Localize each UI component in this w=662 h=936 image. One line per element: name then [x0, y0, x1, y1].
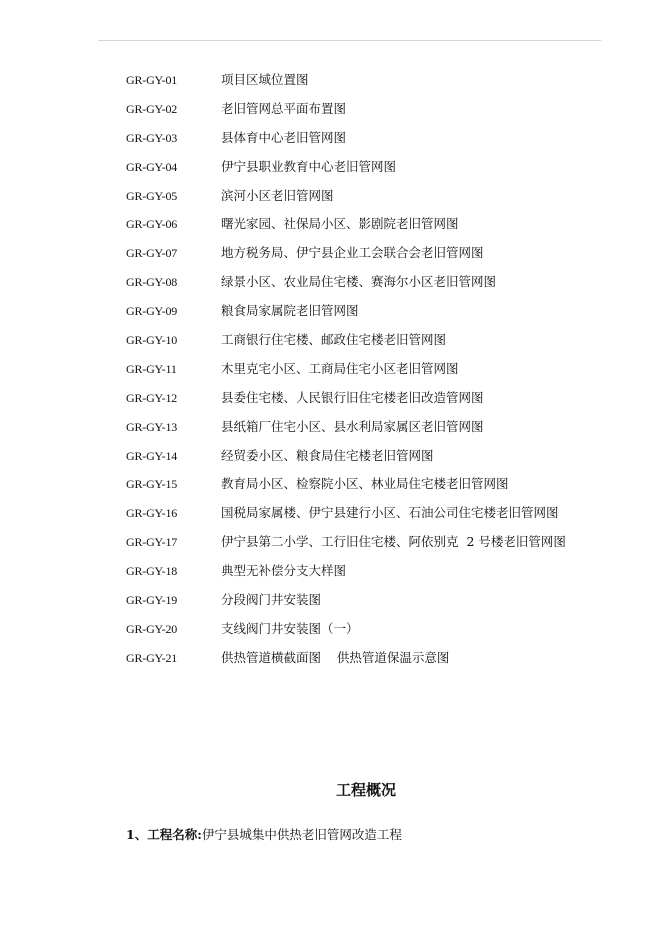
drawing-code: GR-GY-19	[126, 593, 178, 608]
drawing-title: 伊宁县第二小学、工行旧住宅楼、阿依别克 2 号楼老旧管网图	[221, 534, 566, 550]
drawing-title: 绿景小区、农业局住宅楼、赛海尔小区老旧管网图	[221, 274, 497, 290]
drawing-code: GR-GY-09	[126, 304, 178, 319]
drawing-row	[0, 245, 662, 274]
drawing-title: 分段阀门井安装图	[221, 592, 322, 608]
drawing-code: GR-GY-08	[126, 275, 178, 290]
drawing-title: 县纸箱厂住宅小区、县水利局家属区老旧管网图	[221, 418, 484, 434]
drawing-title: 滨河小区老旧管网图	[221, 187, 334, 203]
drawing-code: GR-GY-03	[126, 130, 178, 145]
drawing-code: GR-GY-12	[126, 390, 178, 405]
drawing-title: 木里克宅小区、工商局住宅小区老旧管网图	[221, 360, 459, 376]
drawing-row	[0, 101, 662, 130]
drawing-title: 县委住宅楼、人民银行旧住宅楼老旧改造管网图	[221, 389, 484, 405]
drawing-title: 教育局小区、检察院小区、林业局住宅楼老旧管网图	[221, 476, 509, 492]
drawing-code: GR-GY-16	[126, 506, 178, 521]
drawing-row	[0, 563, 662, 592]
drawing-row	[0, 476, 662, 505]
drawing-row	[0, 274, 662, 303]
drawing-title: 典型无补偿分支大样图	[221, 563, 347, 579]
drawing-title: 国税局家属楼、伊宁县建行小区、石油公司住宅楼老旧管网图	[221, 505, 559, 521]
drawing-code: GR-GY-11	[126, 361, 177, 376]
drawing-code: GR-GY-20	[126, 621, 178, 636]
drawing-code: GR-GY-17	[126, 535, 178, 550]
drawing-title: 支线阀门井安装图（一）	[221, 620, 359, 636]
drawing-code: GR-GY-05	[126, 188, 178, 203]
drawing-title: 工商银行住宅楼、邮政住宅楼老旧管网图	[221, 332, 447, 348]
drawing-title: 经贸委小区、粮食局住宅楼老旧管网图	[221, 447, 434, 463]
drawing-title: 老旧管网总平面布置图	[221, 100, 347, 116]
drawing-row	[0, 130, 662, 159]
drawing-list	[0, 72, 662, 679]
drawing-code: GR-GY-15	[126, 477, 178, 492]
drawing-row	[0, 72, 662, 101]
project-name-label: 1、工程名称:	[126, 827, 202, 842]
drawing-title: 地方税务局、伊宁县企业工会联合会老旧管网图	[221, 245, 484, 261]
drawing-row	[0, 303, 662, 332]
drawing-row	[0, 361, 662, 390]
drawing-title: 粮食局家属院老旧管网图	[221, 303, 359, 319]
drawing-row	[0, 621, 662, 650]
drawing-row	[0, 332, 662, 361]
drawing-title: 伊宁县职业教育中心老旧管网图	[221, 158, 397, 174]
drawing-row	[0, 650, 662, 679]
drawing-code: GR-GY-21	[126, 650, 178, 665]
drawing-code: GR-GY-07	[126, 246, 178, 261]
drawing-row	[0, 216, 662, 245]
drawing-code: GR-GY-01	[126, 73, 178, 87]
drawing-code: GR-GY-14	[126, 448, 178, 463]
drawing-row	[0, 534, 662, 563]
drawing-title: 项目区域位置图	[221, 72, 309, 87]
drawing-row	[0, 592, 662, 621]
drawing-row	[0, 188, 662, 217]
drawing-code: GR-GY-10	[126, 333, 178, 348]
drawing-title: 供热管道横截面图 供热管道保温示意图	[221, 649, 450, 665]
drawing-code: GR-GY-06	[126, 217, 178, 232]
drawing-code: GR-GY-04	[126, 159, 178, 174]
drawing-row	[0, 505, 662, 534]
drawing-title: 曙光家园、社保局小区、影剧院老旧管网图	[221, 216, 459, 232]
section-heading: 工程概况	[335, 781, 396, 799]
drawing-code: GR-GY-02	[126, 101, 178, 116]
project-name-line	[126, 825, 402, 843]
drawing-row	[0, 390, 662, 419]
header-rule	[98, 40, 601, 41]
drawing-code: GR-GY-13	[126, 419, 178, 434]
drawing-code: GR-GY-18	[126, 564, 178, 579]
project-name-value: 伊宁县城集中供热老旧管网改造工程	[201, 827, 402, 842]
drawing-title: 县体育中心老旧管网图	[221, 129, 347, 145]
drawing-row	[0, 448, 662, 477]
drawing-row	[0, 419, 662, 448]
drawing-row	[0, 159, 662, 188]
